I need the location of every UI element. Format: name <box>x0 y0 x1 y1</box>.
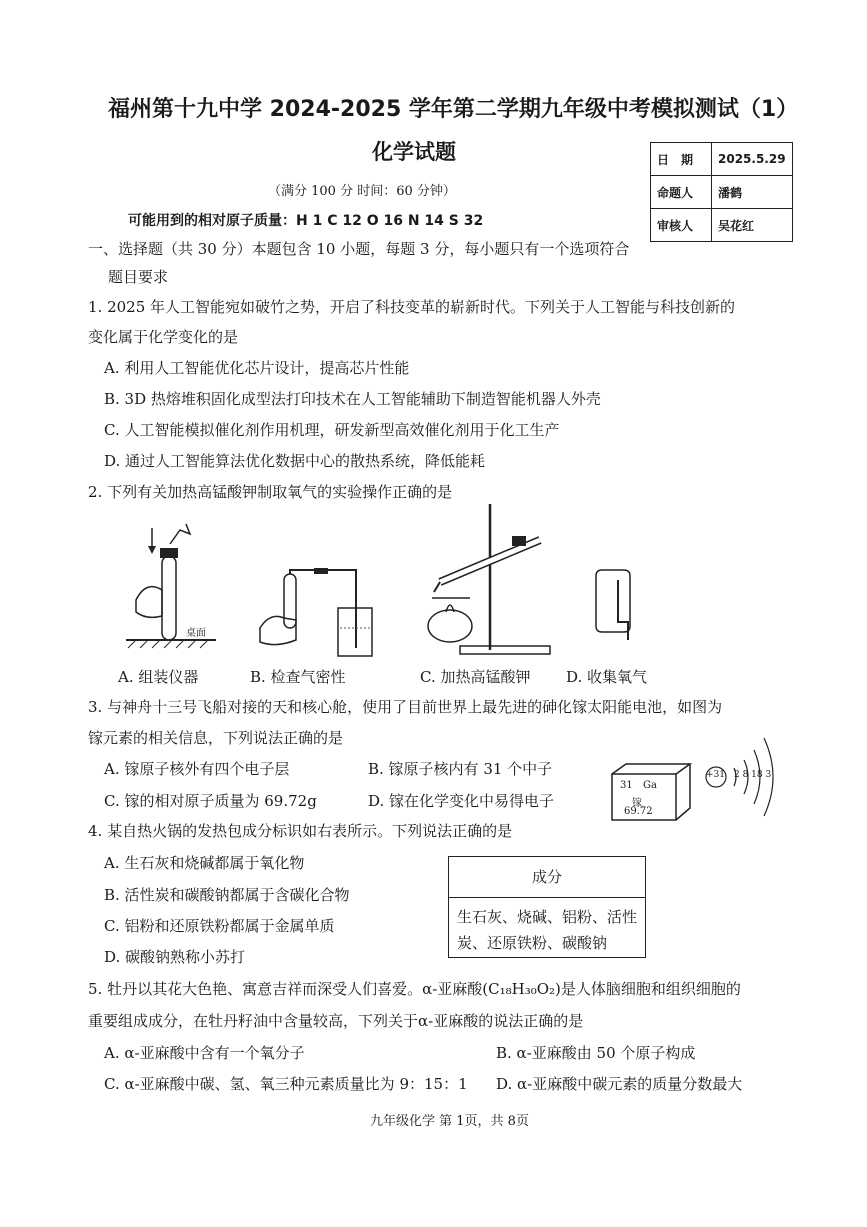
info-row-date <box>651 143 793 176</box>
q1-stem: 1. 2025 年人工智能宛如破竹之势，开启了科技变革的崭新时代。下列关于人工智能与科技创新的 <box>88 298 736 316</box>
q4-option-c: C. 铝粉和还原铁粉都属于金属单质 <box>104 917 335 935</box>
q2-stem: 2. 下列有关加热高锰酸钾制取氧气的实验操作正确的是 <box>88 483 453 501</box>
q4-option-a: A. 生石灰和烧碱都属于氧化物 <box>104 854 305 872</box>
page-footer: 九年级化学 第 1页，共 8页 <box>370 1114 529 1129</box>
exam-subtitle: 化学试题 <box>372 140 456 164</box>
info-value: 潘鹤 <box>712 176 793 209</box>
q4-option-d: D. 碳酸钠熟称小苏打 <box>104 948 246 966</box>
q1-option-b: B. 3D 热熔堆积固化成型法打印技术在人工智能辅助下制造智能机器人外壳 <box>104 390 601 408</box>
q5-stem: 5. 牡丹以其花大色艳、寓意吉祥而深受人们喜爱。α-亚麻酸(C₁₈H₃₀O₂)是人体脑细胞和组织细胞的 <box>88 980 741 998</box>
q3-option-d: D. 镓在化学变化中易得电子 <box>368 792 555 810</box>
ingredients-list: 生石灰、烧碱、铝粉、活性炭、还原铁粉、碳酸钠 <box>457 908 638 952</box>
q2-option-b: B. 检查气密性 <box>250 668 346 686</box>
q4-option-b: B. 活性炭和碳酸钠都属于含碳化合物 <box>104 886 350 904</box>
ga-name: 镓 <box>632 798 642 809</box>
q5-option-b: B. α-亚麻酸由 50 个原子构成 <box>496 1044 696 1062</box>
ga-electron-shells: 2 8 18 3 <box>734 770 772 780</box>
section-heading-cont: 题目要求 <box>108 268 169 286</box>
q5-option-c: C. α-亚麻酸中碳、氢、氧三种元素质量比为 9：15：1 <box>104 1075 468 1093</box>
desk-label: 桌面 <box>186 628 206 639</box>
ga-symbol: Ga <box>643 780 657 791</box>
ga-nucleus-charge: +31 <box>706 770 725 780</box>
figure-airtightness-check <box>256 568 376 664</box>
exam-meta: （满分 100 分 时间：60 分钟） <box>268 184 456 199</box>
info-value: 2025.5.29 <box>712 143 793 176</box>
figure-collect-oxygen <box>592 566 634 642</box>
q1-option-c: C. 人工智能模拟催化剂作用机理，研发新型高效催化剂用于化工生产 <box>104 421 560 439</box>
info-row-reviewer <box>651 209 793 242</box>
q3-stem-cont: 镓元素的相关信息，下列说法正确的是 <box>88 729 344 747</box>
ga-mass: 69.72 <box>624 806 653 817</box>
q3-option-c: C. 镓的相对原子质量为 69.72g <box>104 792 317 810</box>
q4-stem: 4. 某自热火锅的发热包成分标识如右表所示。下列说法正确的是 <box>88 822 513 840</box>
q3-option-a: A. 镓原子核外有四个电子层 <box>104 760 290 778</box>
figure-assemble-apparatus <box>126 520 216 660</box>
ingredients-header: 成分 <box>449 857 645 898</box>
atomic-mass-line: 可能用到的相对原子质量：H 1 C 12 O 16 N 14 S 32 <box>128 213 484 229</box>
q5-option-d: D. α-亚麻酸中碳元素的质量分数最大 <box>496 1075 743 1093</box>
q5-stem-cont: 重要组成成分，在牡丹籽油中含量较高，下列关于α-亚麻酸的说法正确的是 <box>88 1012 584 1030</box>
q1-option-d: D. 通过人工智能算法优化数据中心的散热系统，降低能耗 <box>104 452 486 470</box>
exam-title: 福州第十九中学 2024-2025 学年第二学期九年级中考模拟测试（1） <box>108 97 799 122</box>
info-row-author <box>651 176 793 209</box>
info-table <box>650 142 793 242</box>
q5-option-a: A. α-亚麻酸中含有一个氧分子 <box>104 1044 305 1062</box>
info-key: 审核人 <box>651 209 712 242</box>
info-key: 命题人 <box>651 176 712 209</box>
info-value: 吴花红 <box>712 209 793 242</box>
q2-option-d: D. 收集氧气 <box>566 668 648 686</box>
figure-heating-permanganate <box>420 500 560 660</box>
q2-option-c: C. 加热高锰酸钾 <box>420 668 531 686</box>
section-heading: 一、选择题（共 30 分）本题包含 10 小题，每题 3 分，每小题只有一个选项符合 <box>88 240 630 258</box>
q3-stem: 3. 与神舟十三号飞船对接的天和核心舱，使用了目前世界上最先进的砷化镓太阳能电池，如图为 <box>88 698 723 716</box>
ingredients-table <box>448 856 646 958</box>
ga-atomic-number: 31 <box>620 780 633 791</box>
info-key: 日 期 <box>651 143 712 176</box>
q1-option-a: A. 利用人工智能优化芯片设计，提高芯片性能 <box>104 359 410 377</box>
q2-option-a: A. 组装仪器 <box>118 668 199 686</box>
q3-option-b: B. 镓原子核内有 31 个中子 <box>368 760 553 778</box>
q1-stem-cont: 变化属于化学变化的是 <box>88 328 239 346</box>
